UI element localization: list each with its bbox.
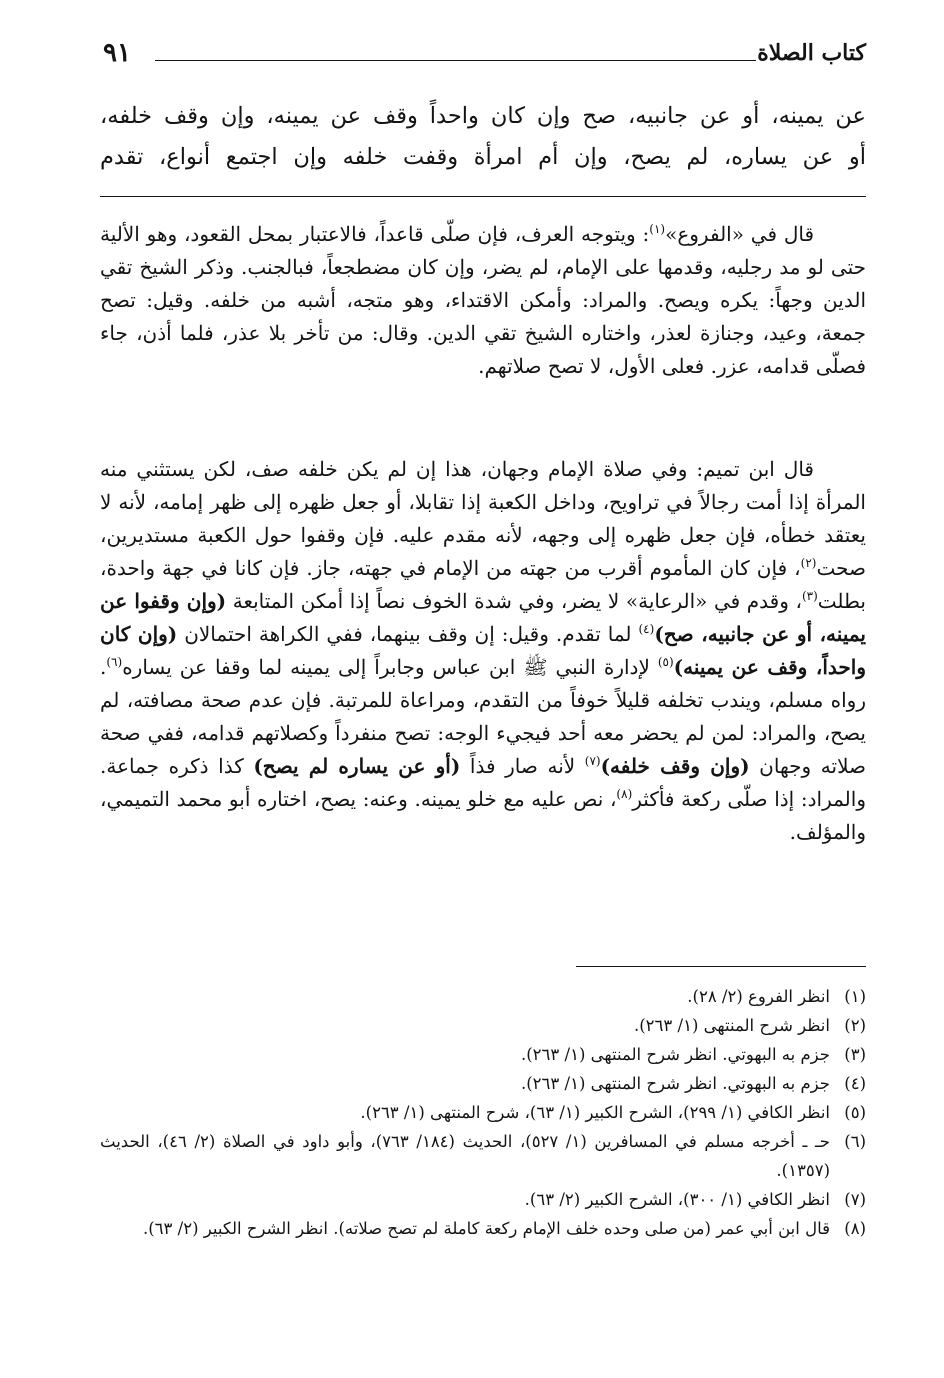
- footnote: [100, 1040, 866, 1069]
- page-number: ٩١: [103, 38, 131, 68]
- footnote: [100, 1011, 866, 1040]
- footnote-number: (١): [844, 987, 866, 1006]
- commentary-text: لإدارة النبي ﷺ ابن عباس وجابراً إلى يمينه لما وقفا عن يساره: [122, 655, 658, 679]
- commentary-text: : ويتوجه العرف، فإن صلّى قاعداً، فالاعتبار بمحل القعود، وهو الألية حتى لو مد رجليه، وقدمها على الإمام، لم يضر، وإن كان مضطجعاً، فبالجنب. وذكر الشيخ تقي الدين وجهاً: يكره ويصح. والمراد: وأمكن الاقتداء، وهو متجه، أشبه من خلفه. وقيل: تصح جمعة، وعيد، وجنازة لعذر، واختاره الشيخ تقي الدين. وقال: من تأخر بلا عذر، فلما أذن، جاء فصلّى قدامه، عزر. فعلى الأول، لا تصح صلاتهم.: [100, 222, 866, 378]
- page-header: [95, 38, 866, 74]
- commentary-paragraph: [100, 453, 866, 849]
- footnote-text: حـ ـ أخرجه مسلم في المسافرين (١/ ٥٢٧)، الحديث (١٨٤/ ٧٦٣)، وأبو داود في الصلاة (٢/ ٤٦)، الحديث (١٣٥٧).: [100, 1132, 830, 1180]
- matn-quote: (وإن وقفوا عن يمينه، أو عن جانبيه، صح): [100, 589, 866, 646]
- commentary-text: ، فإن كان المأموم أقرب من جهته من الإمام في جهته، جاز. فإن كانا في جهة واحدة، بطلت: [100, 556, 866, 613]
- commentary-text: كذا ذكره جماعة. والمراد: إذا صلّى ركعة فأكثر: [100, 754, 866, 811]
- commentary-text: قال في «الفروع»: [665, 222, 815, 246]
- footnote-ref: (٧): [584, 754, 601, 768]
- footnote-number: (٤): [844, 1074, 866, 1093]
- footnote-text: انظر شرح المنتهى (١/ ٢٦٣).: [633, 1016, 830, 1035]
- matn-separator: [100, 196, 866, 197]
- footnote: [100, 1098, 866, 1127]
- footnote-ref: (١): [649, 222, 666, 236]
- footnote-text: جزم به البهوتي. انظر شرح المنتهى (١/ ٢٦٣).: [520, 1045, 830, 1064]
- footnote-ref: (٦): [106, 655, 123, 669]
- commentary-text: . رواه مسلم، ويندب تخلفه قليلاً خوفاً من التقدم، ومراعاة للمرتبة. فإن عدم صحة مصافته، لم يصح، والمراد: لمن لم يحضر معه أحد فيجيء الوجه: تصح منفرداً وكصلاتهم قدامه، ففي صحة صلاته وجهان: [100, 655, 866, 778]
- matn-line: عن يمينه، أو عن جانبيه، صح وإن كان واحداً وقف عن يمينه، وإن وقف خلفه،: [100, 103, 866, 129]
- footnote-text: انظر الكافي (١/ ٢٩٩)، الشرح الكبير (١/ ٦٣)، شرح المنتهى (١/ ٢٦٣).: [360, 1103, 830, 1122]
- footnote-ref: (٣): [801, 589, 818, 603]
- commentary-text: ، وقدم في «الرعاية» لا يضر، وفي شدة الخوف نصاً إذا أمكن المتابعة: [226, 589, 802, 613]
- footnote-ref: (٢): [800, 556, 817, 570]
- matn-quote: (وإن كان واحداً، وقف عن يمينه): [100, 622, 866, 679]
- commentary-paragraph: [100, 218, 866, 383]
- footnote-text: قال ابن أبي عمر (من صلى وحده خلف الإمام ركعة كاملة لم تصح صلاته). انظر الشرح الكبير (٢/ ٦٣).: [142, 1219, 830, 1238]
- matn-text: [100, 96, 866, 178]
- footnote-number: (٢): [844, 1016, 866, 1035]
- footnote-text: جزم به البهوتي. انظر شرح المنتهى (١/ ٢٦٣).: [520, 1074, 830, 1093]
- footnote-number: (٦): [844, 1132, 866, 1151]
- running-title: كتاب الصلاة: [757, 40, 866, 66]
- footnote-ref: (٥): [657, 655, 674, 669]
- matn-quote: (وإن وقف خلفه): [600, 754, 750, 778]
- footnote-number: (٨): [844, 1219, 866, 1238]
- header-rule: [155, 60, 756, 61]
- footnote-ref: (٤): [638, 622, 655, 636]
- footnote: [100, 1214, 866, 1243]
- commentary-text: ، نص عليه مع خلو يمينه. وعنه: يصح، اختاره أبو محمد التميمي، والمؤلف.: [100, 787, 866, 844]
- footnote-ref: (٨): [616, 787, 633, 801]
- commentary-text: قال ابن تميم: وفي صلاة الإمام وجهان، هذا إن لم يكن خلفه صف، لكن يستثني منه المرأة إذا أمت رجالاً في تراويح، وداخل الكعبة إذا تقابلا، أو جعل ظهره إلى ظهر إمامه، لأنه لا يعتقد خطأه، فإن جعل ظهره إلى وجهه، لأنه مقدم عليه. فإن وقفوا حول الكعبة مستديرين، صحت: [100, 457, 866, 580]
- footnote-number: (٥): [844, 1103, 866, 1122]
- footnote-text: انظر الفروع (٢/ ٢٨).: [687, 987, 830, 1006]
- footnotes: [100, 982, 866, 1243]
- footnote-number: (٣): [844, 1045, 866, 1064]
- matn-line: أو عن يساره، لم يصح، وإن أم امرأة وقفت خلفه وإن اجتمع أنواع، تقدم: [100, 144, 866, 170]
- footnote-separator: [576, 966, 866, 967]
- footnote: [100, 1127, 866, 1185]
- footnote-text: انظر الكافي (١/ ٣٠٠)، الشرح الكبير (٢/ ٦٣).: [524, 1190, 830, 1209]
- commentary-text: لما تقدم. وقيل: إن وقف بينهما، ففي الكراهة احتمالان: [177, 622, 639, 646]
- footnote: [100, 1069, 866, 1098]
- footnote-number: (٧): [844, 1190, 866, 1209]
- commentary-text: لأنه صار فذاً: [460, 754, 585, 778]
- footnote: [100, 1185, 866, 1214]
- matn-quote: (أو عن يساره لم يصح): [253, 754, 461, 778]
- footnote: [100, 982, 866, 1011]
